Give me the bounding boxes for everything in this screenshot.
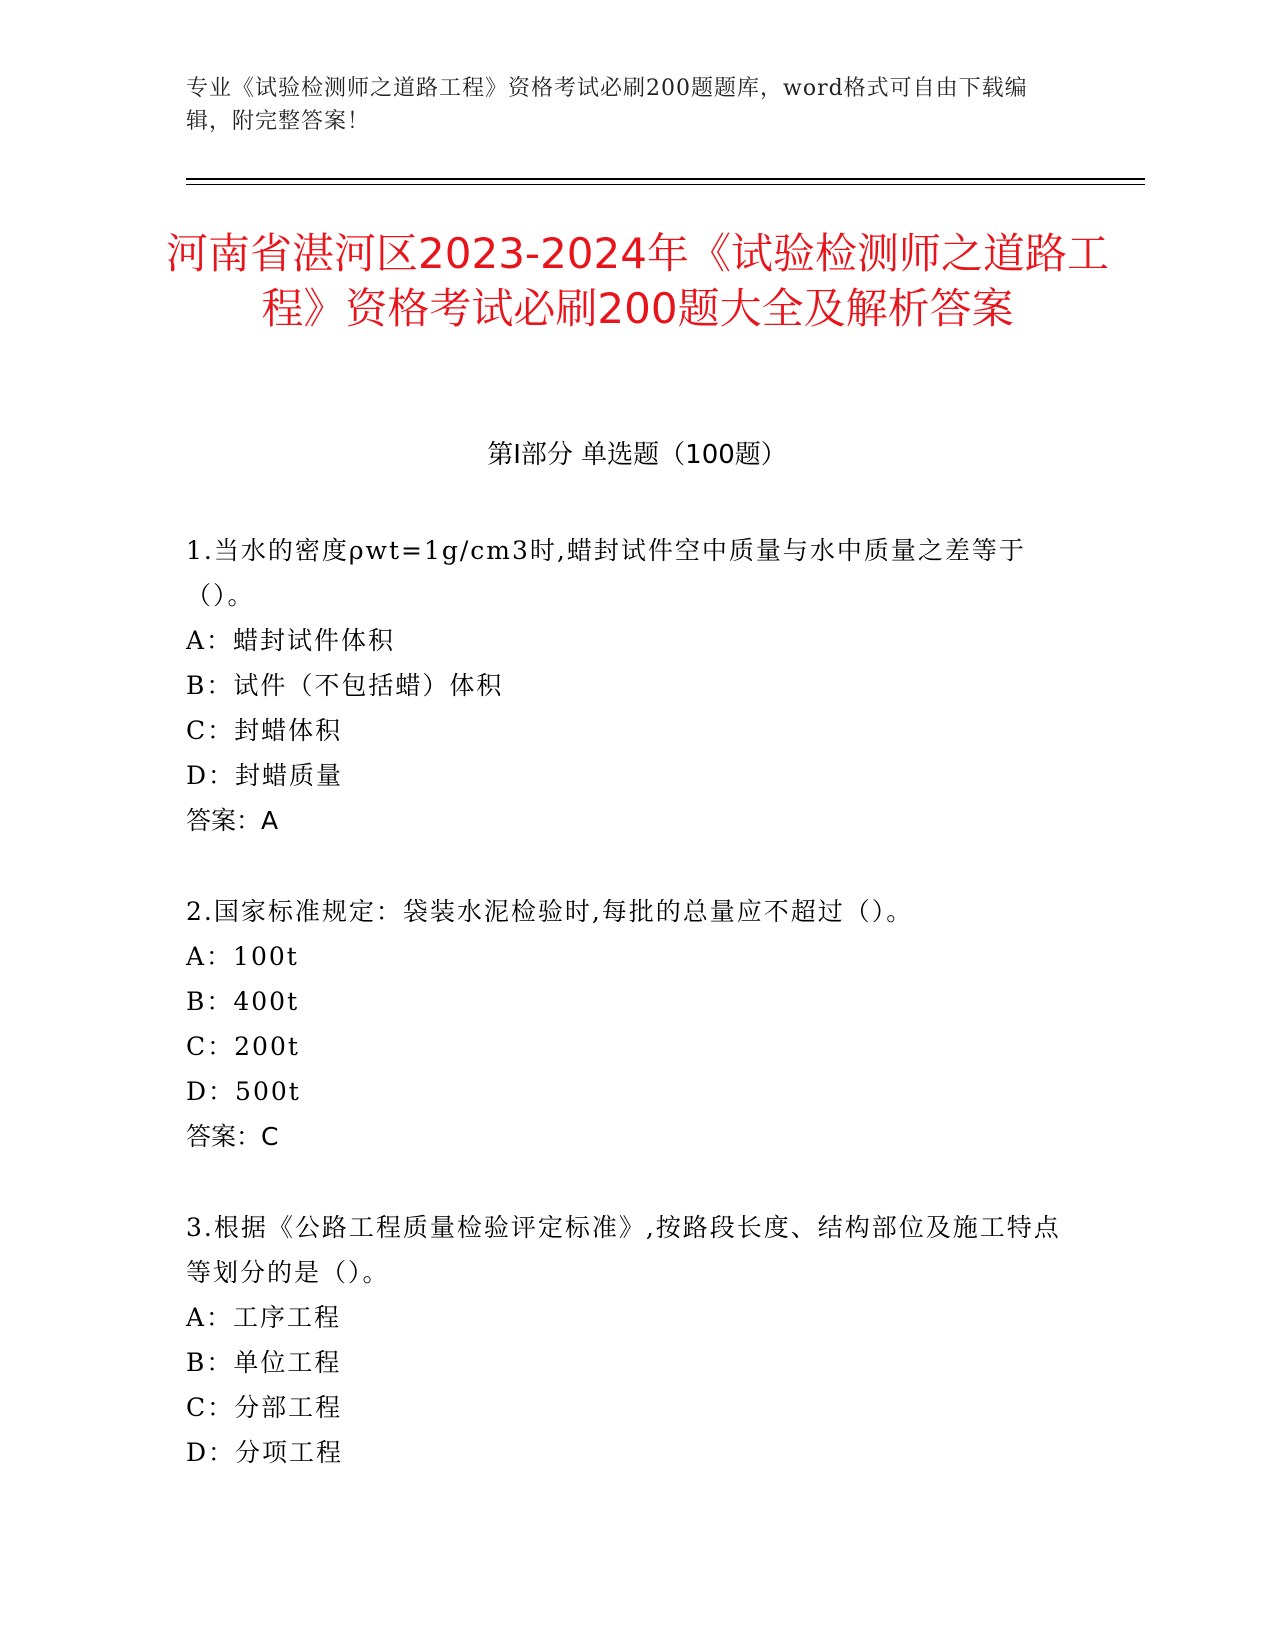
option-b: B：试件（不包括蜡）体积 <box>186 671 504 700</box>
option-d: D：封蜡质量 <box>186 761 344 790</box>
option-b: B：单位工程 <box>186 1348 342 1377</box>
option-a: A：工序工程 <box>186 1303 342 1332</box>
answer-value: A <box>261 806 279 835</box>
option-d: D：分项工程 <box>186 1438 344 1467</box>
answer <box>186 798 1086 843</box>
answer-value: C <box>261 1122 279 1151</box>
option-a: A：100t <box>186 942 299 971</box>
document-title: 河南省湛河区2023-2024年《试验检测师之道路工程》资格考试必刷200题大全及解析答案 <box>166 229 1109 333</box>
question-stem: 2.国家标准规定：袋装水泥检验时,每批的总量应不超过（）。 <box>186 897 914 926</box>
header-rule-thick <box>186 178 1145 180</box>
question-stem: 3.根据《公路工程质量检验评定标准》,按路段长度、结构部位及施工特点等划分的是（）。 <box>186 1213 1061 1287</box>
question-1 <box>186 528 1086 843</box>
question-3 <box>186 1205 1086 1475</box>
option-c: C：200t <box>186 1032 300 1061</box>
header-note: 专业《试验检测师之道路工程》资格考试必刷200题题库，word格式可自由下载编辑，附完整答案！ <box>186 76 1028 134</box>
option-c: C：分部工程 <box>186 1393 343 1422</box>
question-stem: 1.当水的密度ρwt=1g/cm3时,蜡封试件空中质量与水中质量之差等于（）。 <box>186 536 1026 610</box>
answer <box>186 1114 1086 1159</box>
option-a: A：蜡封试件体积 <box>186 626 396 655</box>
option-c: C：封蜡体积 <box>186 716 343 745</box>
question-list <box>186 528 1086 1521</box>
option-b: B：400t <box>186 987 300 1016</box>
answer-label: 答案： <box>186 806 262 835</box>
section-heading: 第Ⅰ部分 单选题（100题） <box>487 440 787 470</box>
header-rule-thin <box>186 184 1145 185</box>
option-d: D：500t <box>186 1077 301 1106</box>
question-2 <box>186 889 1086 1159</box>
answer-label: 答案： <box>186 1122 262 1151</box>
